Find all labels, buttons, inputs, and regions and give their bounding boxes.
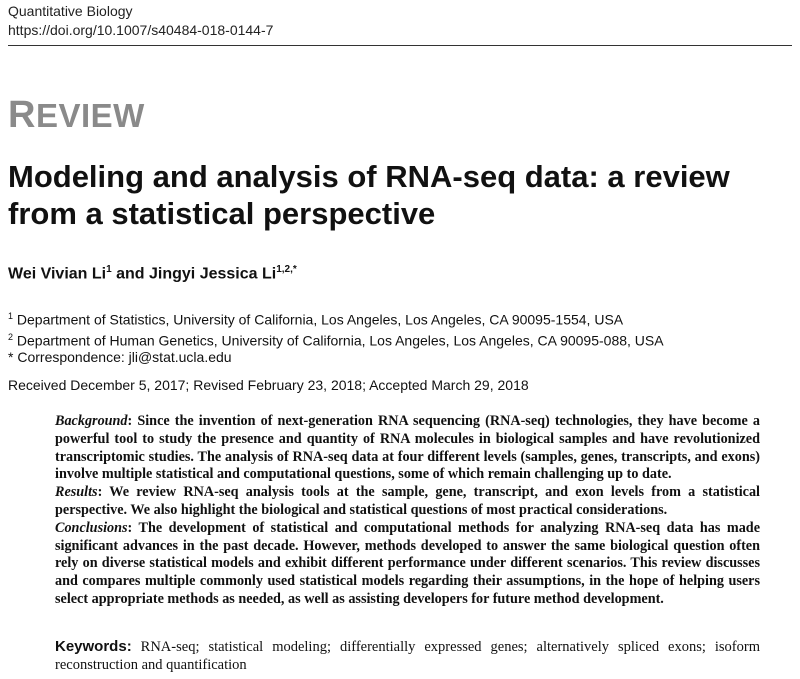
abstract-conclusions-label: Conclusions xyxy=(55,519,128,536)
abstract-conclusions-text: : The development of statistical and computational methods for analyzing RNA-seq data has made significant advances in the past decade. However, methods developed to answer the same biological question often rely on diverse statistical models and exhibit different performance under different scenarios. This review discusses and compares multiple commonly used statistical models regarding their assumptions, in the hope of helping users select appropriate methods as needed, as well as assisting developers for future method development. xyxy=(55,519,760,607)
affiliation-item xyxy=(8,329,664,350)
author-list xyxy=(8,264,297,283)
keywords xyxy=(55,638,760,674)
abstract-conclusions xyxy=(55,520,760,609)
affiliation-mark: 2 xyxy=(8,331,14,342)
journal-name: Quantitative Biology xyxy=(8,3,133,19)
journal-header xyxy=(8,2,273,40)
correspondence-text[interactable]: Correspondence: jli@stat.ucla.edu xyxy=(13,349,232,366)
abstract-results xyxy=(55,484,760,520)
received-dates: Received December 5, 2017; Revised February 23, 2018; Accepted March 29, 2018 xyxy=(8,377,529,393)
author-name[interactable]: Wei Vivian Li xyxy=(8,265,107,283)
header-divider xyxy=(8,45,792,46)
affiliation-item xyxy=(8,308,664,329)
article-title: Modeling and analysis of RNA-seq data: a review from a statistical perspective xyxy=(8,159,730,231)
abstract-background-text: : Since the invention of next-generation RNA sequencing (RNA-seq) technologies, they have become a powerful tool to study the presence and quantity of RNA molecules in biological samples and have revolutionized transcriptomic studies. The analysis of RNA-seq data at four different levels (samples, genes, transcripts, and exons) involve multiple statistical and computational questions, some of which remain challenging up to date. xyxy=(55,413,760,483)
correspondence-mark: * xyxy=(8,349,14,366)
abstract-background xyxy=(55,413,760,484)
keywords-label: Keywords: xyxy=(55,638,132,655)
abstract xyxy=(55,413,760,609)
author-affiliation-mark: 1 xyxy=(106,264,112,275)
doi-link[interactable]: https://doi.org/10.1007/s40484-018-0144-7 xyxy=(8,22,274,38)
author-name[interactable]: Jingyi Jessica Li xyxy=(149,265,277,283)
abstract-background-label: Background xyxy=(55,413,128,429)
abstract-results-text: : We review RNA-seq analysis tools at the sample, gene, transcript, and exon levels from a statistical perspective. We also highlight the biological and statistical questions of most practical considerations. xyxy=(55,484,760,518)
affiliation-mark: 1 xyxy=(8,311,14,321)
affiliation-list xyxy=(8,308,664,366)
section-label xyxy=(8,94,145,137)
author-connector: and xyxy=(111,265,150,283)
correspondence-item xyxy=(8,349,664,366)
abstract-results-label: Results xyxy=(55,484,98,501)
author-affiliation-mark: 1,2,* xyxy=(276,264,297,275)
affiliation-text: Department of Statistics, University of California, Los Angeles, Los Angeles, CA 90095-1554, USA xyxy=(13,311,624,328)
keywords-text: RNA-seq; statistical modeling; differentially expressed genes; alternatively spliced exons; isoform reconstruction and quantification xyxy=(55,639,760,673)
section-label-rest: EVIEW xyxy=(35,97,145,134)
affiliation-text: Department of Human Genetics, University of California, Los Angeles, Los Angeles, CA 90095-088, USA xyxy=(13,332,664,349)
section-label-initial: R xyxy=(8,94,36,136)
